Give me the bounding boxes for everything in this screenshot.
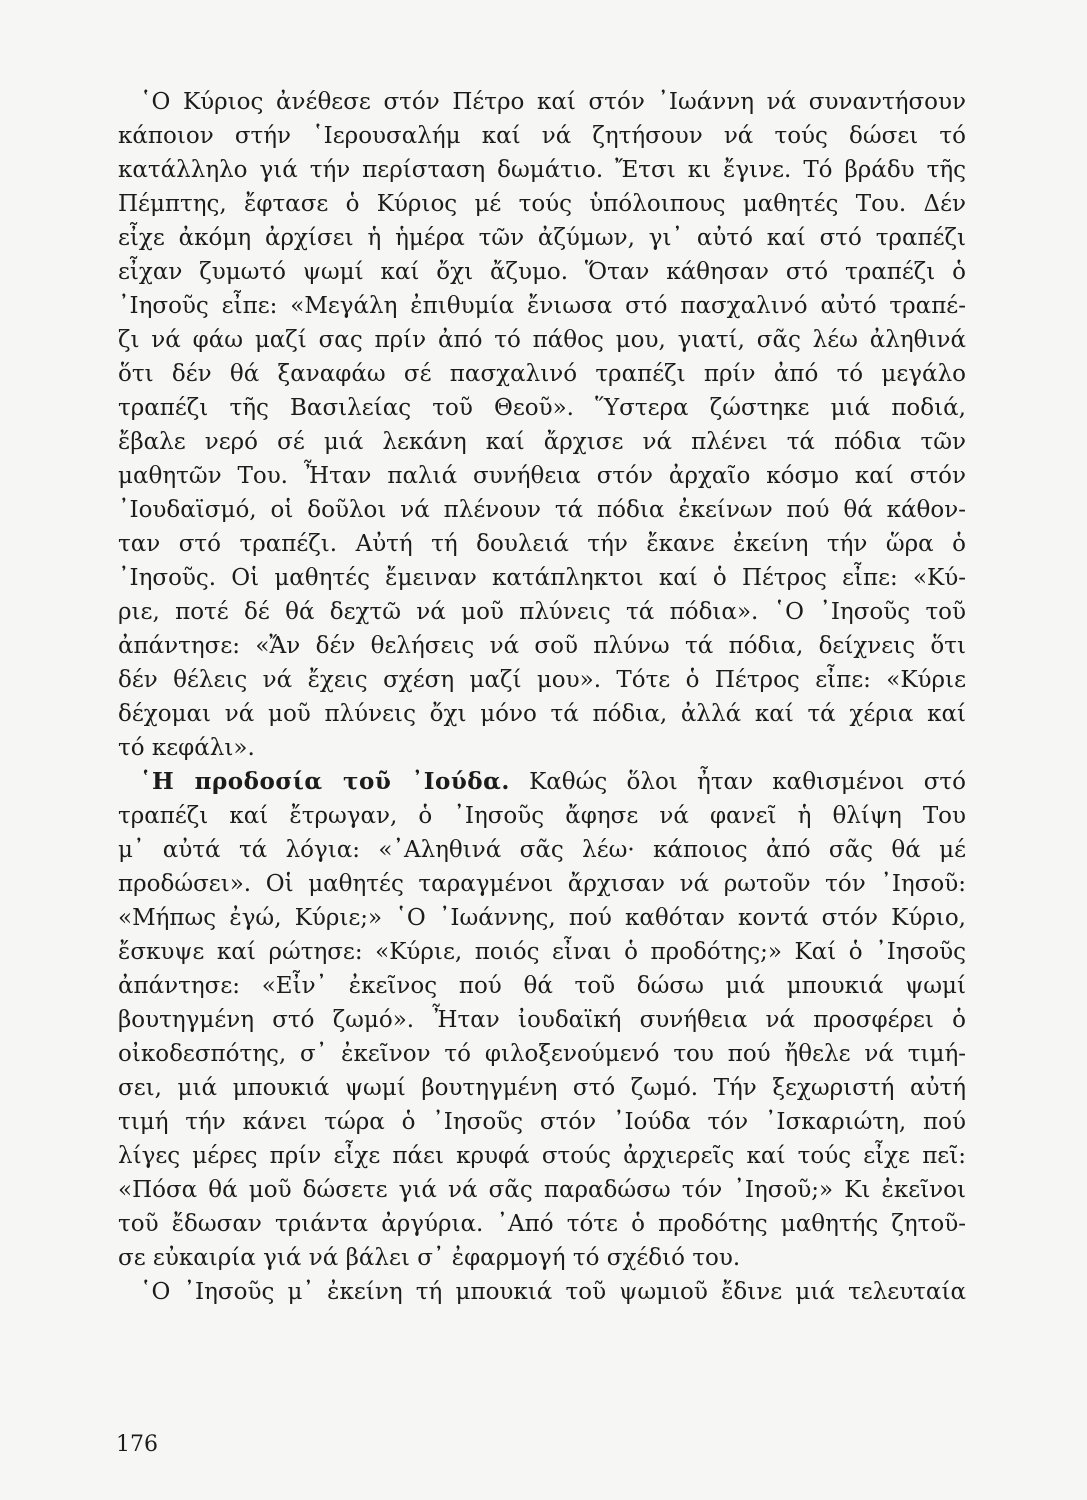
text-line: ᾿Ιουδαϊσμό, οἱ δοῦλοι νά πλένουν τά πόδια ἐκείνων πού θά κάθον-	[118, 497, 966, 523]
text-line: ᾿Ιησοῦς εἶπε: «Μεγάλη ἐπιθυμία ἔνιωσα στό πασχαλινό αὐτό τραπέ-	[118, 293, 966, 319]
text-line: κατάλληλο γιά τήν περίσταση δωμάτιο. Ἔτσι κι ἔγινε. Τό βράδυ τῆς	[118, 157, 966, 183]
text-line: «Πόσα θά μοῦ δώσετε γιά νά σᾶς παραδώσω τόν ᾿Ιησοῦ;» Κι ἐκεῖνοι	[118, 1177, 966, 1203]
text-line: σει, μιά μπουκιά ψωμί βουτηγμένη στό ζωμό. Τήν ξεχωριστή αὐτή	[118, 1075, 966, 1101]
text-line: ζι νά φάω μαζί σας πρίν ἀπό τό πάθος μου, γιατί, σᾶς λέω ἀληθινά	[118, 327, 966, 353]
text-line: Πέμπτης, ἔφτασε ὁ Κύριος μέ τούς ὑπόλοιπους μαθητές Του. Δέν	[118, 191, 966, 217]
text-line: τό κεφάλι».	[118, 735, 255, 761]
section-title: ῾Η προδοσία τοῦ ᾿Ιούδα.	[140, 768, 510, 795]
text-line: ἔσκυψε καί ρώτησε: «Κύριε, ποιός εἶναι ὁ προδότης;» Καί ὁ ᾿Ιησοῦς	[118, 939, 966, 965]
text-line: βουτηγμένη στό ζωμό». Ἦταν ἰουδαϊκή συνήθεια νά προσφέρει ὁ	[118, 1007, 966, 1033]
text-line: δέχομαι νά μοῦ πλύνεις ὄχι μόνο τά πόδια, ἀλλά καί τά χέρια καί	[118, 701, 966, 727]
text-line: κάποιον στήν ῾Ιερουσαλήμ καί νά ζητήσουν νά τούς δώσει τό	[118, 123, 966, 149]
paragraph-betrayal	[118, 765, 966, 1275]
page-body	[118, 85, 966, 1309]
text-line: ἔβαλε νερό σέ μιά λεκάνη καί ἄρχισε νά πλένει τά πόδια τῶν	[118, 429, 966, 455]
text-line: ἀπάντησε: «Ἄν δέν θελήσεις νά σοῦ πλύνω τά πόδια, δείχνεις ὅτι	[118, 633, 966, 659]
text-line: ὅτι δέν θά ξαναφάω σέ πασχαλινό τραπέζι πρίν ἀπό τό μεγάλο	[118, 361, 966, 387]
paragraph-last-supper	[118, 85, 966, 765]
text-line: ῾Ο Κύριος ἀνέθεσε στόν Πέτρο καί στόν ᾿Ιωάννη νά συναντήσουν	[140, 89, 966, 115]
text-line	[118, 765, 966, 799]
text-line: μαθητῶν Του. Ἦταν παλιά συνήθεια στόν ἀρχαῖο κόσμο καί στόν	[118, 463, 966, 489]
text-line: «Μήπως ἐγώ, Κύριε;» ῾Ο ᾿Ιωάννης, πού καθόταν κοντά στόν Κύριο,	[118, 905, 966, 931]
text-line: εἶχε ἀκόμη ἀρχίσει ἡ ἡμέρα τῶν ἀζύμων, γι᾿ αὐτό καί στό τραπέζι	[118, 225, 966, 251]
text-line: ἀπάντησε: «Εἶν᾿ ἐκεῖνος πού θά τοῦ δώσω μιά μπουκιά ψωμί	[118, 973, 966, 999]
text-line: τοῦ ἔδωσαν τριάντα ἀργύρια. ᾿Από τότε ὁ προδότης μαθητής ζητοῦ-	[118, 1211, 966, 1237]
text-line: σε εὐκαιρία γιά νά βάλει σ᾿ ἐφαρμογή τό σχέδιό του.	[118, 1245, 741, 1271]
section-first-line-text: Καθώς ὅλοι ἦταν καθισμένοι στό	[509, 769, 967, 795]
text-line: τιμή τήν κάνει τώρα ὁ ᾿Ιησοῦς στόν ᾿Ιούδα τόν ᾿Ισκαριώτη, πού	[118, 1109, 966, 1135]
text-line: εἶχαν ζυμωτό ψωμί καί ὄχι ἄζυμο. Ὅταν κάθησαν στό τραπέζι ὁ	[118, 259, 966, 285]
page-number: 176	[116, 1432, 158, 1457]
text-line: δέν θέλεις νά ἔχεις σχέση μαζί μου». Τότε ὁ Πέτρος εἶπε: «Κύριε	[118, 667, 966, 693]
text-line: λίγες μέρες πρίν εἶχε πάει κρυφά στούς ἀρχιερεῖς καί τούς εἶχε πεῖ:	[118, 1143, 966, 1169]
text-line: ταν στό τραπέζι. Αὐτή τή δουλειά τήν ἔκανε ἐκείνη τήν ὥρα ὁ	[118, 531, 966, 557]
text-line: τραπέζι τῆς Βασιλείας τοῦ Θεοῦ». Ὕστερα ζώστηκε μιά ποδιά,	[118, 395, 966, 421]
text-line: προδώσει». Οἱ μαθητές ταραγμένοι ἄρχισαν νά ρωτοῦν τόν ᾿Ιησοῦ:	[118, 871, 966, 897]
text-line: ᾿Ιησοῦς. Οἱ μαθητές ἔμειναν κατάπληκτοι καί ὁ Πέτρος εἶπε: «Κύ-	[118, 565, 966, 591]
text-line: ριε, ποτέ δέ θά δεχτῶ νά μοῦ πλύνεις τά πόδια». ῾Ο ᾿Ιησοῦς τοῦ	[118, 599, 966, 625]
text-line: μ᾿ αὐτά τά λόγια: «᾿Αληθινά σᾶς λέω· κάποιος ἀπό σᾶς θά μέ	[118, 837, 966, 863]
text-line: ῾Ο ᾿Ιησοῦς μ᾿ ἐκείνη τή μπουκιά τοῦ ψωμιοῦ ἔδινε μιά τελευταία	[140, 1279, 966, 1305]
text-line: οἰκοδεσπότης, σ᾿ ἐκεῖνον τό φιλοξενούμενό του πού ἤθελε νά τιμή-	[118, 1041, 966, 1067]
paragraph-continuation	[118, 1275, 966, 1309]
text-line: τραπέζι καί ἔτρωγαν, ὁ ᾿Ιησοῦς ἄφησε νά φανεῖ ἡ θλίψη Του	[118, 803, 966, 829]
